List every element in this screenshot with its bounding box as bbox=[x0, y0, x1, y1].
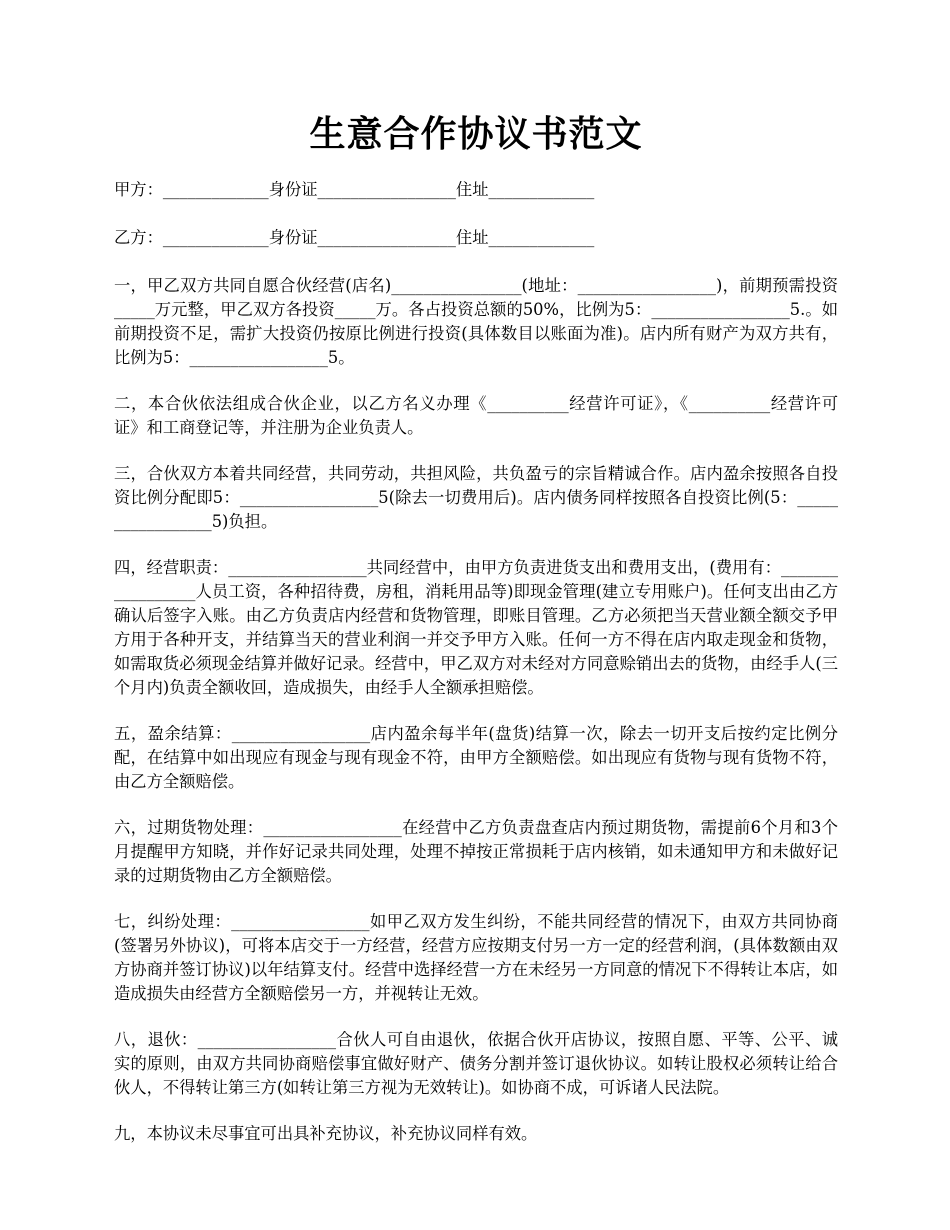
party-b-line: 乙方：_____________身份证_________________住址_____________ bbox=[114, 228, 595, 247]
clause-5: 五，盈余结算：_________________店内盈余每半年(盘货)结算一次，除去一切开支后按约定比例分配，在结算中如出现应有现金与现有现金不符，由甲方全额赔偿。如出现应有货物与现有货物不符，由乙方全额赔偿。 bbox=[114, 724, 838, 791]
clause-4: 四，经营职责：_________________共同经营中，由甲方负责进货支出和费用支出，(费用有：_________________人员工资，各种招待费，房租，消耗用品等)即现金管理(建立专用账户)。任何支出由乙方确认后签字入账。由乙方负责店内经营和货物管理，即账目管理。乙方必须把当天营业额全额交予甲方用于各种开支，并结算当天的营业利润一并交予甲方入账。任何一方不得在店内取走现金和货物，如需取货必须现金结算并做好记录。经营中，甲乙双方对未经对方同意赊销出去的货物，由经手人(三个月内)负责全额收回，造成损失，由经手人全额承担赔偿。 bbox=[114, 558, 838, 697]
clause-1: 一，甲乙双方共同自愿合伙经营(店名)________________(地址：_________________)，前期预需投资_____万元整，甲乙双方各投资_____万。各占投资总额的50%，比例为5：_________________5.。如前期投资不足，需扩大投资仍按原比例进行投资(具体数目以账面为准)。店内所有财产为双方共有，比例为5：_________________5。 bbox=[114, 276, 838, 367]
party-a-line: 甲方：_____________身份证_________________住址_____________ bbox=[114, 180, 595, 199]
clause-6: 六，过期货物处理：_________________在经营中乙方负责盘查店内预过期货物，需提前6个月和3个月提醒甲方知晓，并作好记录共同处理，处理不掉按正常损耗于店内核销，如未通知甲方和未做好记录的过期货物由乙方全额赔偿。 bbox=[114, 818, 838, 885]
clause-8: 八，退伙：_________________合伙人可自由退伙，依据合伙开店协议，按照自愿、平等、公平、诚实的原则，由双方共同协商赔偿事宜做好财产、债务分割并签订退伙协议。如转让股权必须转让给合伙人，不得转让第三方(如转让第三方视为无效转让)。如协商不成，可诉诸人民法院。 bbox=[114, 1030, 838, 1097]
clause-7: 七，纠纷处理：_________________如甲乙双方发生纠纷，不能共同经营的情况下，由双方共同协商(签署另外协议)，可将本店交于一方经营，经营方应按期支付另一方一定的经营利润，(具体数额由双方协商并签订协议)以年结算支付。经营中选择经营一方在未经另一方同意的情况下不得转让本店，如造成损失由经营方全额赔偿另一方，并视转让无效。 bbox=[114, 912, 838, 1003]
document-title: 生意合作协议书范文 bbox=[309, 113, 643, 155]
clause-3: 三，合伙双方本着共同经营，共同劳动，共担风险，共负盈亏的宗旨精诚合作。店内盈余按照各自投资比例分配即5：_________________5(除去一切费用后)。店内债务同样按照各自投资比例(5：_________________5)负担。 bbox=[114, 464, 838, 531]
clause-9: 九，本协议未尽事宜可出具补充协议，补充协议同样有效。 bbox=[114, 1124, 538, 1143]
clause-2: 二，本合伙依法组成合伙企业，以乙方名义办理《__________经营许可证》，《__________经营许可证》和工商登记等，并注册为企业负责人。 bbox=[114, 394, 838, 437]
document-page bbox=[114, 108, 838, 1168]
